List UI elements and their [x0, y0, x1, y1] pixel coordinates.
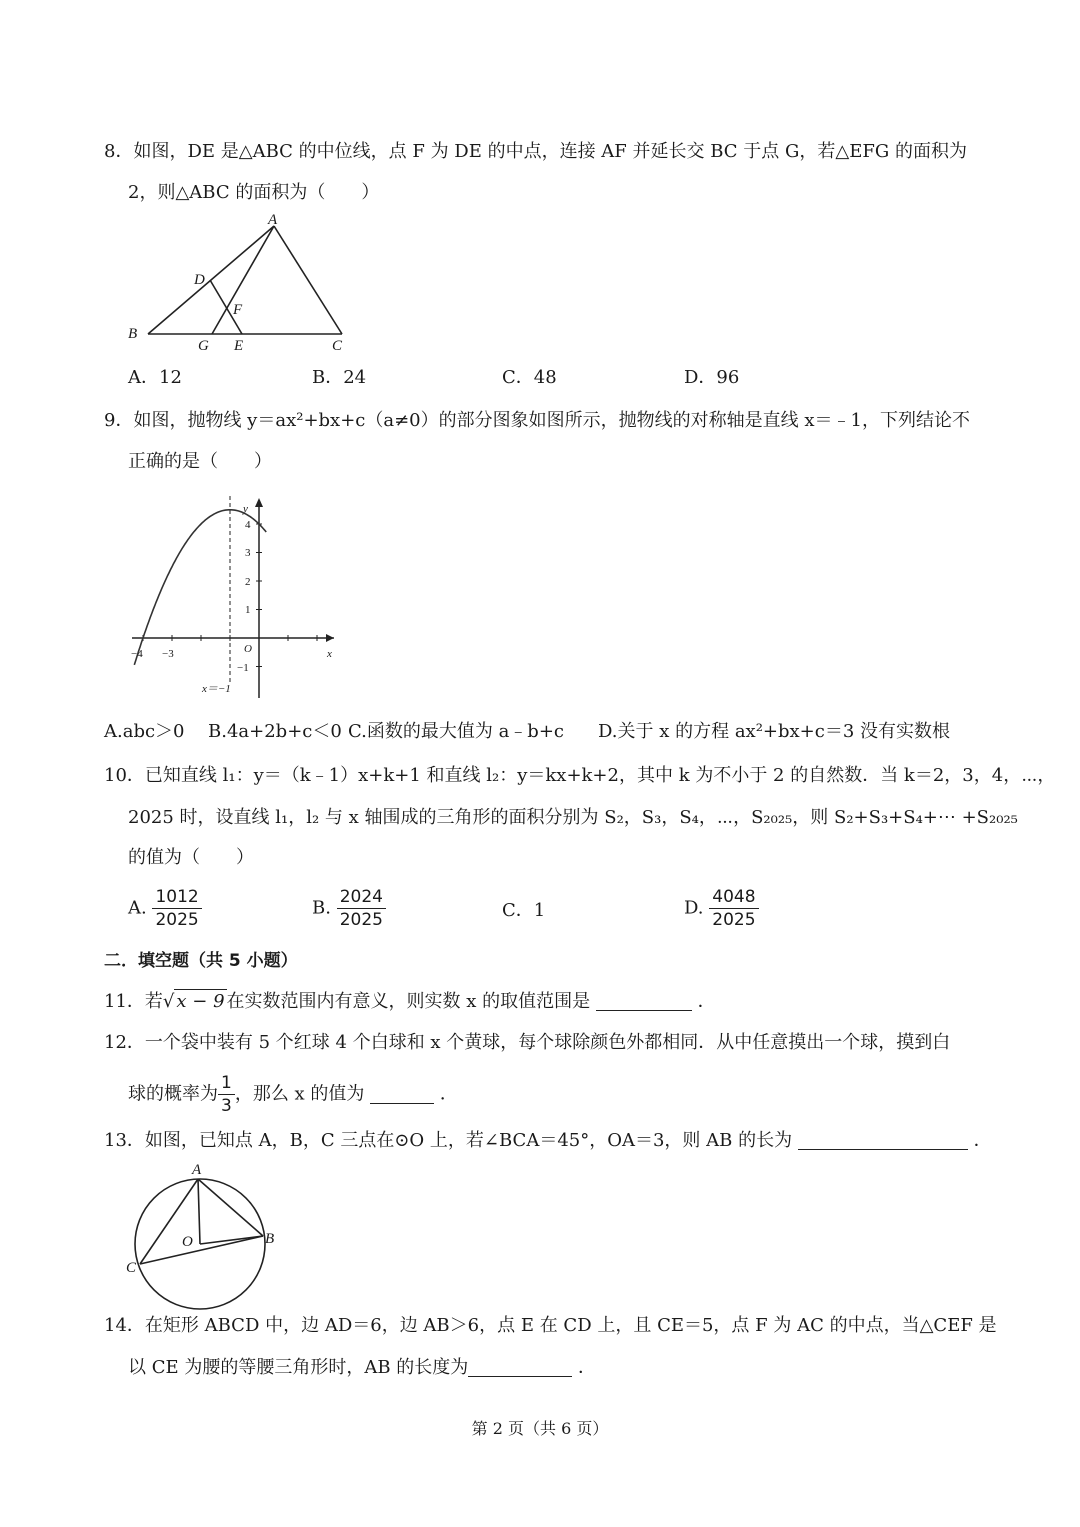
- q13-label-A: A: [192, 1162, 202, 1178]
- numerator: 1: [218, 1072, 235, 1095]
- q8-option-b: B．24: [312, 367, 367, 388]
- q12-suffix: ，那么 x 的值为: [234, 1083, 365, 1105]
- q8-label-C: C: [332, 338, 343, 354]
- option-fraction: [337, 886, 386, 931]
- q14-answer-blank[interactable]: [468, 1358, 572, 1377]
- q10-line1: 10．已知直线 l₁：y＝（k﹣1）x+k+1 和直线 l₂：y＝kx+k+2，其中 k 为不小于 2 的自然数．当 k＝2，3，4，⋯，: [104, 765, 1056, 786]
- q8-line1: 8．如图，DE 是△ABC 的中位线，点 F 为 DE 的中点，连接 AF 并延长交 BC 于点 G，若△EFG 的面积为: [104, 141, 967, 162]
- q13-end: ．: [973, 1130, 992, 1151]
- q11-end: ．: [697, 991, 716, 1012]
- q10-option-d: [684, 886, 759, 931]
- option-letter: B.: [312, 897, 331, 919]
- q9-option-d: D.关于 x 的方程 ax²+bx+c＝3 没有实数根: [598, 721, 951, 742]
- y-axis-label: y: [243, 503, 248, 515]
- q14-line1: 14．在矩形 ABCD 中，边 AD＝6，边 AB＞6，点 E 在 CD 上，且 CE＝5，点 F 为 AC 的中点，当△CEF 是: [104, 1315, 997, 1336]
- numerator: 4048: [709, 886, 758, 909]
- x-axis-label: x: [327, 648, 332, 660]
- denominator: 2025: [339, 910, 383, 930]
- option-fraction: [709, 886, 758, 931]
- q12-line1: 12．一个袋中装有 5 个红球 4 个白球和 x 个黄球，每个球除颜色外都相同．从中任意摸出一个球，摸到白: [104, 1032, 951, 1053]
- q10-option-a: [128, 886, 202, 931]
- q8-option-c: C．48: [502, 367, 557, 388]
- q14-line2: [128, 1356, 596, 1380]
- q14-end: ．: [578, 1357, 597, 1378]
- q13-line: [104, 1129, 992, 1153]
- q11-line: [104, 989, 716, 1014]
- page-footer: 第 2 页（共 6 页）: [471, 1419, 609, 1438]
- numerator: 1012: [152, 886, 201, 909]
- q13-label-O: O: [182, 1234, 193, 1250]
- q8-option-d: D．96: [684, 367, 740, 388]
- q9-parabola-graph: [128, 494, 338, 702]
- q11-prefix: 11．若: [104, 991, 163, 1012]
- option-fraction: [152, 886, 201, 931]
- q12-prefix: 球的概率为: [128, 1083, 218, 1105]
- q9-line1: 9．如图，抛物线 y＝ax²+bx+c（a≠0）的部分图象如图所示，抛物线的对称轴是直线 x＝﹣1，下列结论不: [104, 410, 970, 431]
- q9-line2: 正确的是（ ）: [128, 451, 272, 472]
- denominator: 3: [221, 1096, 232, 1116]
- q8-line2: 2，则△ABC 的面积为（ ）: [128, 182, 380, 203]
- y-tick-3: 3: [245, 547, 251, 559]
- q11-radicand: x − 9: [176, 991, 225, 1012]
- q10-line2: 2025 时，设直线 l₁，l₂ 与 x 轴围成的三角形的面积分别为 S₂，S₃，S₄，⋯，S₂₀₂₅，则 S₂+S₃+S₄+⋯ +S₂₀₂₅: [128, 807, 1018, 828]
- q8-label-F: F: [233, 302, 243, 318]
- q8-label-E: E: [234, 338, 244, 354]
- q10-option-b: [312, 886, 386, 931]
- q8-option-a: A．12: [128, 367, 182, 388]
- section-heading: 二．填空题（共 5 小题）: [104, 951, 298, 971]
- option-letter: D.: [684, 897, 704, 919]
- denominator: 2025: [712, 910, 756, 930]
- q13-label-B: B: [265, 1231, 275, 1247]
- q9-option-a: A.abc＞0: [104, 721, 185, 742]
- denominator: 2025: [155, 910, 199, 930]
- y-tick-neg1: −1: [237, 662, 249, 674]
- q8-triangle-figure: [120, 212, 360, 362]
- q13-answer-blank[interactable]: [798, 1131, 968, 1150]
- x-tick-neg4: −4: [131, 648, 143, 660]
- numerator: 2024: [337, 886, 386, 909]
- q9-option-b: B.4a+2b+c＜0: [208, 721, 342, 742]
- sqrt-sign: √: [162, 991, 175, 1012]
- q8-label-A: A: [268, 212, 278, 228]
- q11-suffix: 在实数范围内有意义，则实数 x 的取值范围是: [226, 991, 591, 1012]
- option-letter: A.: [128, 897, 147, 919]
- q11-answer-blank[interactable]: [596, 992, 692, 1011]
- q13-circle-figure: [122, 1160, 282, 1310]
- q12-answer-blank[interactable]: [370, 1085, 434, 1104]
- q13-text: 13．如图，已知点 A，B，C 三点在⊙O 上，若∠BCA＝45°，OA＝3，则 AB 的长为: [104, 1130, 793, 1151]
- origin-label: O: [244, 643, 252, 655]
- q10-line3: 的值为（ ）: [128, 847, 254, 868]
- q10-option-c: C．1: [502, 900, 546, 921]
- q14-text: 以 CE 为腰的等腰三角形时，AB 的长度为: [128, 1357, 469, 1378]
- q8-label-B: B: [128, 326, 138, 342]
- q12-fraction: [218, 1072, 235, 1117]
- q12-end: ．: [439, 1083, 458, 1105]
- symmetry-axis-label: x＝−1: [202, 683, 231, 695]
- y-tick-4: 4: [245, 519, 251, 531]
- y-tick-1: 1: [245, 604, 251, 616]
- q13-label-C: C: [126, 1260, 137, 1276]
- x-tick-neg3: −3: [162, 648, 174, 660]
- q8-label-D: D: [194, 272, 205, 288]
- q9-option-c: C.函数的最大值为 a﹣b+c: [348, 721, 564, 742]
- y-tick-2: 2: [245, 576, 251, 588]
- q8-label-G: G: [198, 338, 209, 354]
- q12-line2: [128, 1072, 458, 1117]
